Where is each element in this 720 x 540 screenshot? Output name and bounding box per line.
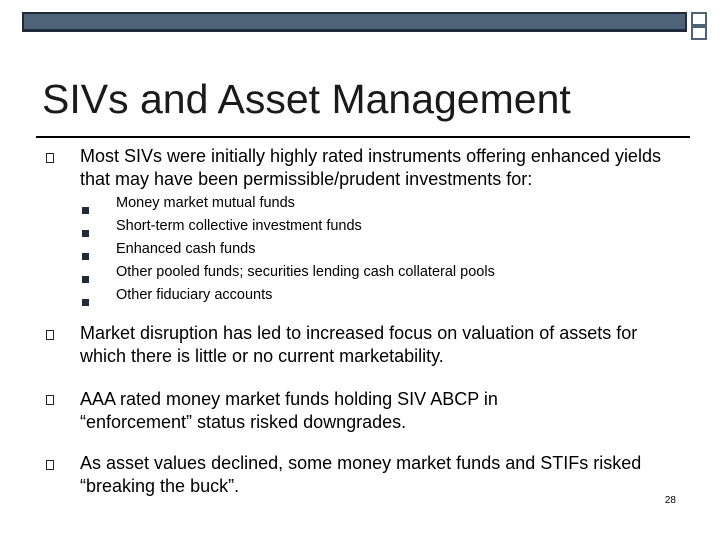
bullet-item-1: Most SIVs were initially highly rated instruments offering enhanced yields that may have been permissible/prudent investments for: — [80, 146, 661, 189]
header-bar — [22, 12, 687, 32]
sub-bullet-square-icon — [82, 276, 89, 283]
bullet-box-icon — [46, 460, 54, 470]
page-number: 28 — [664, 495, 676, 506]
sub-item-5: Other fiduciary accounts — [116, 287, 273, 303]
slide-title: SIVs and Asset Management — [42, 76, 571, 122]
bullet-item-2: Market disruption has led to increased focus on valuation of assets for which there is little or no current marketability. — [80, 323, 638, 366]
sub-item-4: Other pooled funds; securities lending cash collateral pools — [116, 264, 495, 280]
sub-item-1: Money market mutual funds — [116, 195, 295, 211]
sub-item-2: Short-term collective investment funds — [116, 218, 362, 234]
title-divider — [36, 136, 690, 138]
sub-item-3: Enhanced cash funds — [116, 241, 256, 257]
sub-bullet-square-icon — [82, 207, 89, 214]
sub-bullet-square-icon — [82, 230, 89, 237]
decorative-square-top — [691, 12, 707, 26]
bullet-box-icon — [46, 330, 54, 340]
sub-bullet-square-icon — [82, 253, 89, 260]
bullet-item-4: As asset values declined, some money market funds and STIFs risked “breaking the buck”. — [80, 453, 642, 496]
bullet-box-icon — [46, 153, 54, 163]
bullet-item-3: AAA rated money market funds holding SIV ABCP in “enforcement” status risked downgrades. — [80, 389, 498, 432]
decorative-square-bottom — [691, 26, 707, 40]
bullet-box-icon — [46, 395, 54, 405]
sub-bullet-square-icon — [82, 299, 89, 306]
